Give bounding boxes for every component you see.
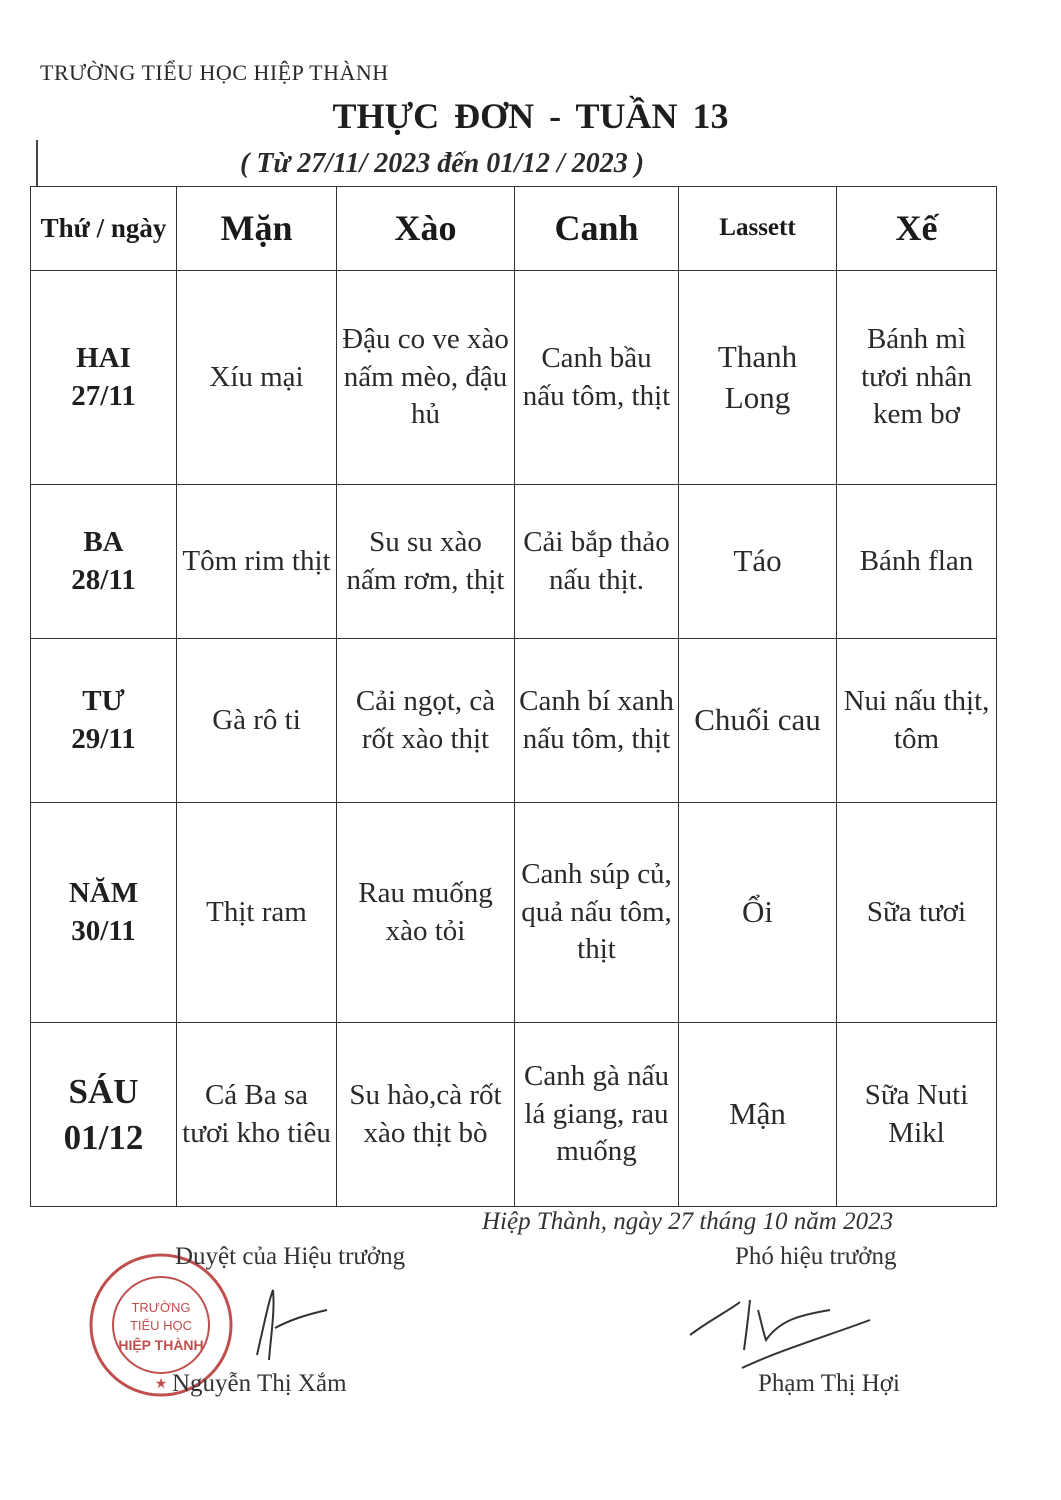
table-header-row (31, 187, 997, 271)
right-signature-icon (680, 1280, 880, 1380)
day-date: 29/11 (71, 722, 136, 755)
day-cell (31, 485, 177, 639)
day-cell (31, 639, 177, 803)
header-lassett: Lassett (679, 187, 837, 271)
table-row (31, 803, 997, 1023)
left-signature-icon (235, 1280, 355, 1370)
header-day: Thứ / ngày (31, 187, 177, 271)
table-row (31, 485, 997, 639)
xe-cell: Bánh flan (837, 485, 997, 639)
day-cell (31, 271, 177, 485)
man-cell: Thịt ram (177, 803, 337, 1023)
lassett-cell: Chuối cau (679, 639, 837, 803)
xe-cell: Nui nấu thịt, tôm (837, 639, 997, 803)
day-cell (31, 803, 177, 1023)
menu-table (30, 186, 997, 1207)
xao-cell: Su su xào nấm rơm, thịt (337, 485, 515, 639)
man-cell: Tôm rim thịt (177, 485, 337, 639)
header-xao: Xào (337, 187, 515, 271)
svg-text:TIỂU HỌC: TIỂU HỌC (129, 1318, 193, 1333)
xao-cell: Đậu co ve xào nấm mèo, đậu hủ (337, 271, 515, 485)
man-cell: Gà rô ti (177, 639, 337, 803)
day-name: SÁU (68, 1072, 139, 1111)
man-cell: Xíu mại (177, 271, 337, 485)
date-range: ( Từ 27/11/ 2023 đến 01/12 / 2023 ) (240, 148, 645, 179)
day-date: 30/11 (71, 914, 136, 947)
school-name: TRƯỜNG TIỂU HỌC HIỆP THÀNH (40, 60, 389, 85)
xao-cell: Rau muống xào tỏi (337, 803, 515, 1023)
xao-cell: Cải ngọt, cà rốt xào thịt (337, 639, 515, 803)
left-signer-name: Nguyễn Thị Xắm (172, 1370, 347, 1397)
header-canh: Canh (515, 187, 679, 271)
canh-cell: Canh bầu nấu tôm, thịt (515, 271, 679, 485)
left-signature-title: Duyệt của Hiệu trưởng (175, 1243, 406, 1270)
lassett-cell: Thanh Long (679, 271, 837, 485)
canh-cell: Canh súp củ, quả nấu tôm, thịt (515, 803, 679, 1023)
day-date: 28/11 (71, 563, 136, 596)
day-name: BA (83, 525, 124, 558)
place-date: Hiệp Thành, ngày 27 tháng 10 năm 2023 (482, 1208, 894, 1235)
page-title: THỰC ĐƠN - TUẦN 13 (332, 96, 729, 136)
man-cell: Cá Ba sa tươi kho tiêu (177, 1023, 337, 1207)
svg-text:TRƯỜNG: TRƯỜNG (131, 1300, 191, 1315)
canh-cell: Cải bắp thảo nấu thịt. (515, 485, 679, 639)
header-man: Mặn (177, 187, 337, 271)
day-name: TƯ (82, 684, 125, 717)
lassett-cell: Ổi (679, 803, 837, 1023)
svg-text:★: ★ (154, 1377, 168, 1392)
day-date: 27/11 (71, 379, 136, 412)
svg-text:HIỆP THÀNH: HIỆP THÀNH (118, 1337, 204, 1353)
canh-cell: Canh gà nấu lá giang, rau muống (515, 1023, 679, 1207)
canh-cell: Canh bí xanh nấu tôm, thịt (515, 639, 679, 803)
table-row (31, 271, 997, 485)
table-row (31, 1023, 997, 1207)
table-row (31, 639, 997, 803)
xe-cell: Sữa tươi (837, 803, 997, 1023)
day-name: NĂM (68, 876, 139, 909)
xao-cell: Su hào,cà rốt xào thịt bò (337, 1023, 515, 1207)
day-name: HAI (76, 341, 131, 374)
right-signature-title: Phó hiệu trưởng (735, 1243, 897, 1270)
day-date: 01/12 (63, 1117, 144, 1157)
day-cell (31, 1023, 177, 1207)
lassett-cell: Mận (679, 1023, 837, 1207)
xe-cell: Bánh mì tươi nhân kem bơ (837, 271, 997, 485)
xe-cell: Sữa Nuti Mikl (837, 1023, 997, 1207)
header-xe: Xế (837, 187, 997, 271)
right-signer-name: Phạm Thị Hợi (758, 1370, 900, 1397)
lassett-cell: Táo (679, 485, 837, 639)
margin-line (36, 140, 38, 186)
